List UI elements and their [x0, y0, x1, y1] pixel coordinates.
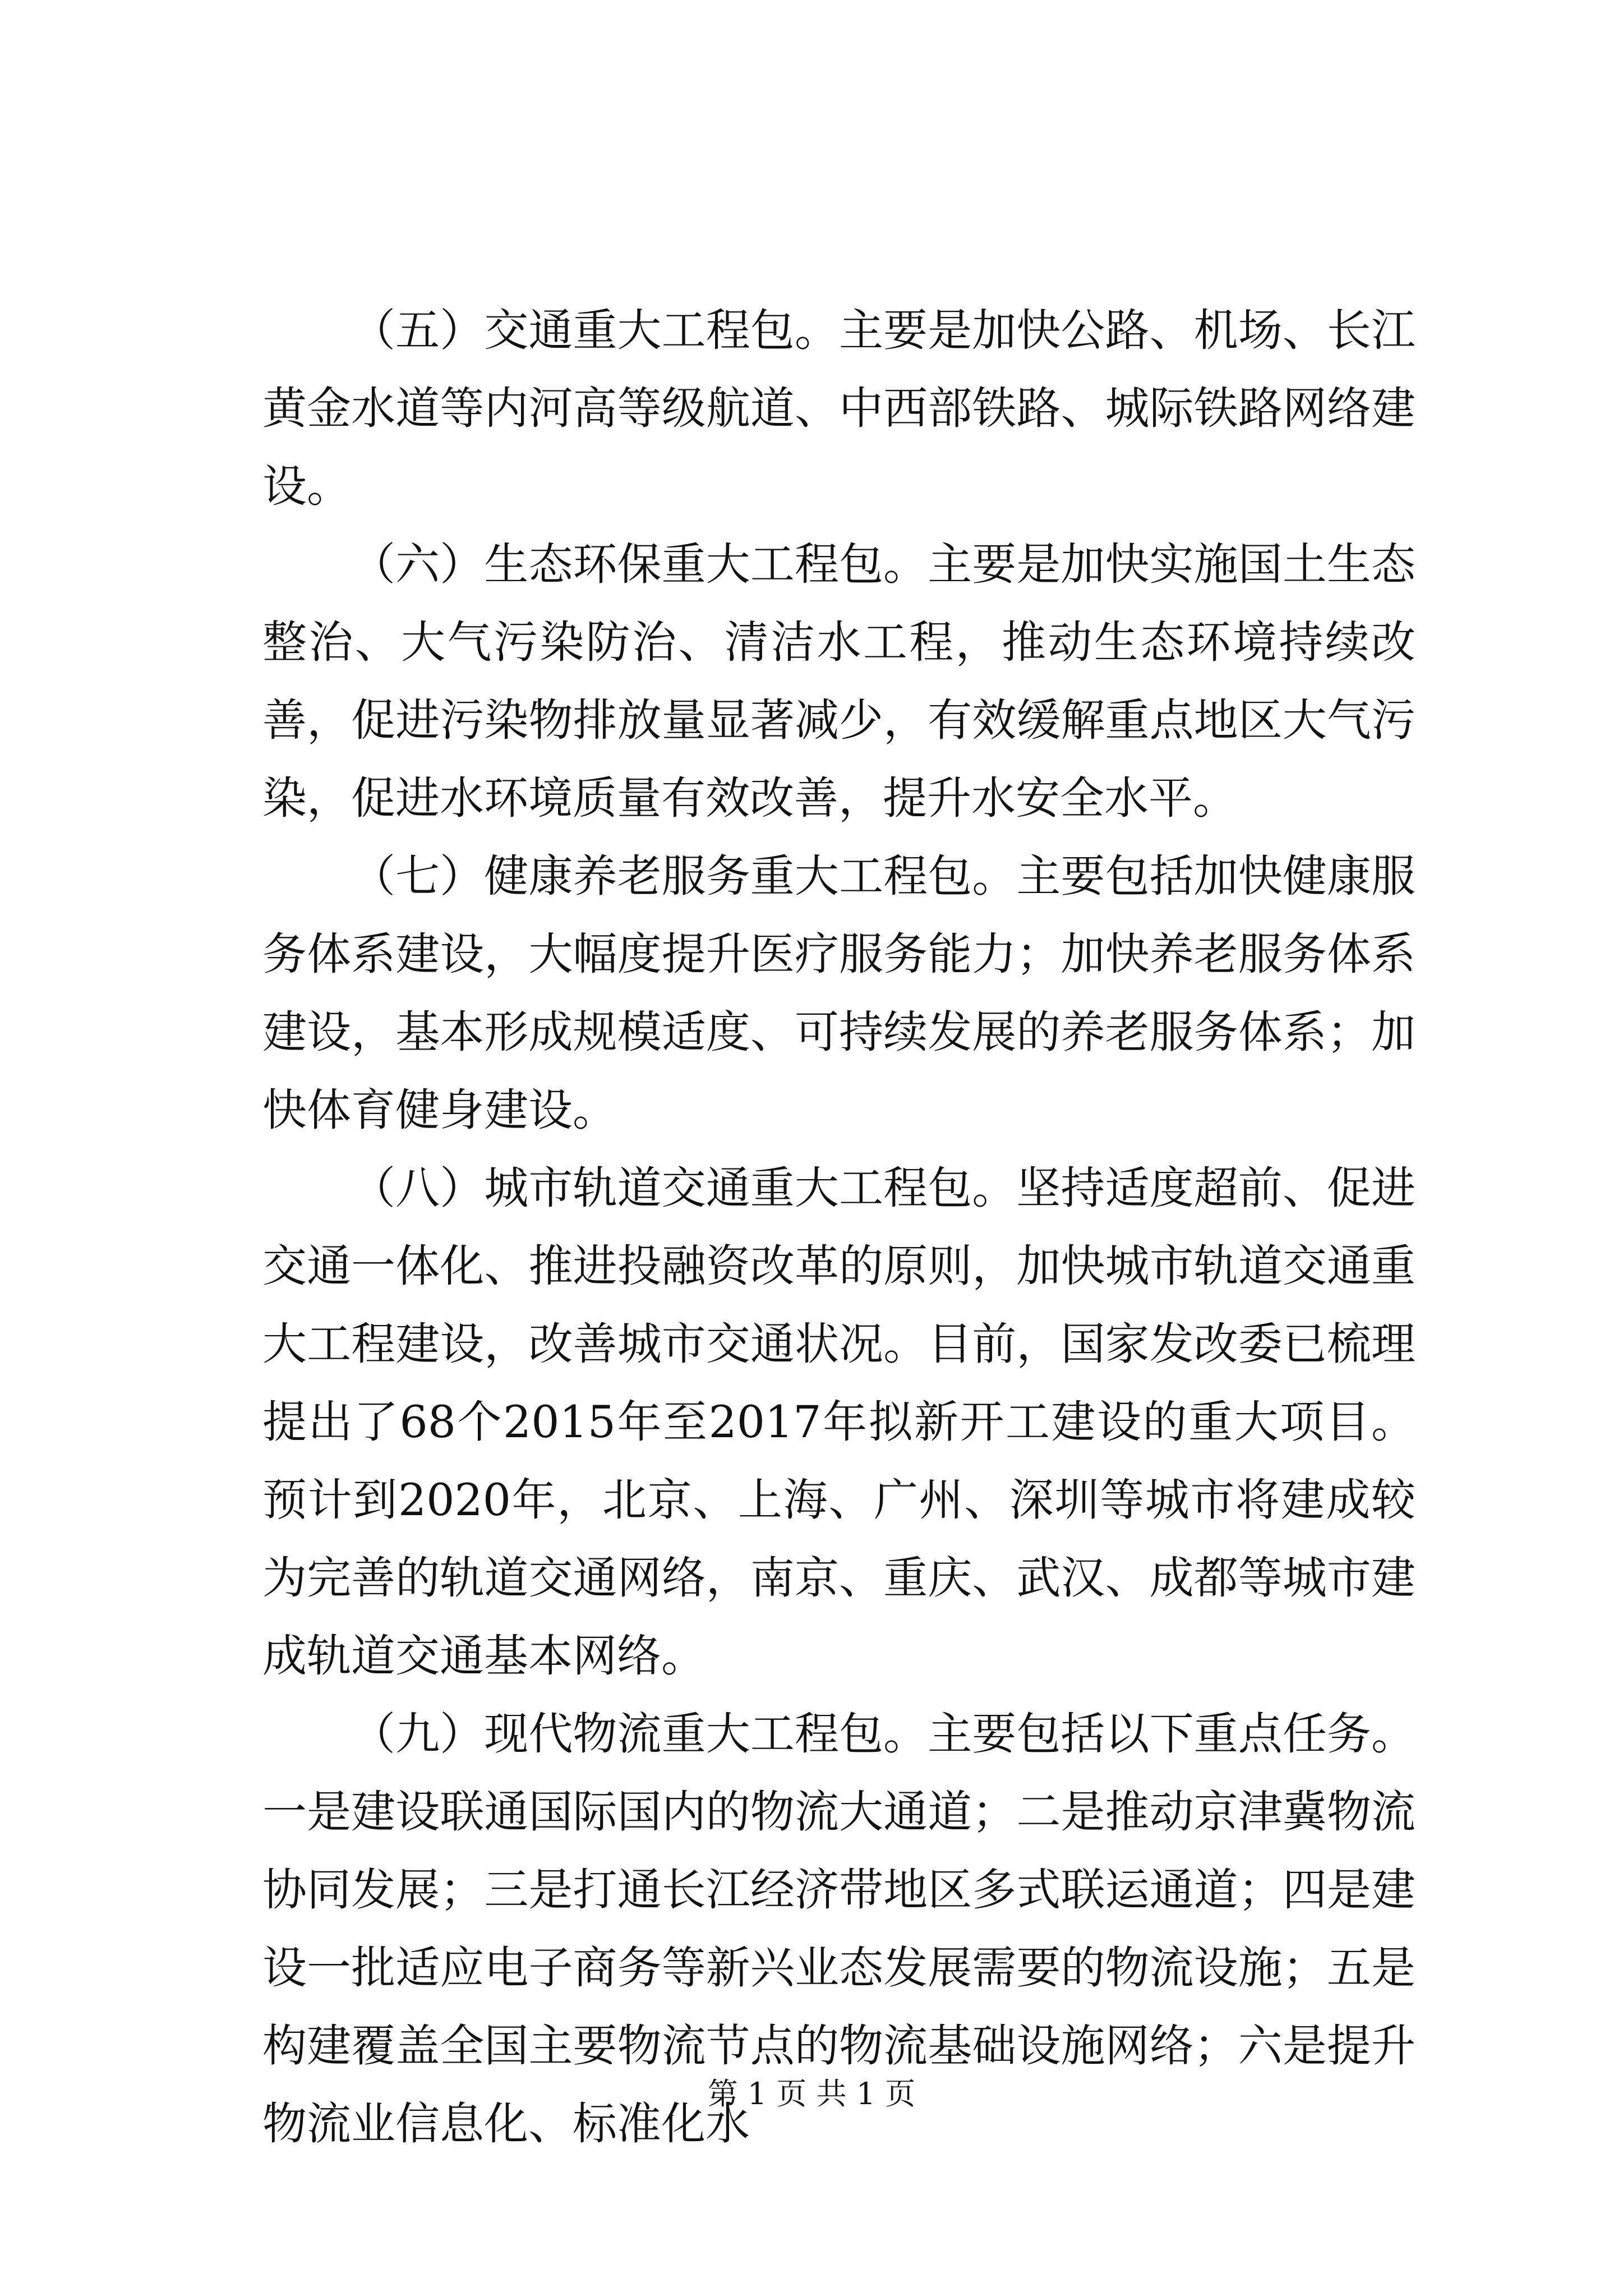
paragraph-ecology: （六）生态环保重大工程包。主要是加快实施国土生态整治、大气污染防治、清洁水工程，推动生态环境持续改善，促进污染物排放量显著减少，有效缓解重点地区大气污染，促进水环境质量有效改善，提升水安全水平。 [262, 539, 1415, 824]
document-body [262, 292, 1415, 2163]
paragraph-urban-rail: （八）城市轨道交通重大工程包。坚持适度超前、促进交通一体化、推进投融资改革的原则，加快城市轨道交通重大工程建设，改善城市交通状况。目前，国家发改委已梳理提出了68个2015年至2017年拟新开工建设的重大项目。预计到2020年，北京、上海、广州、深圳等城市将建成较为完善的轨道交通网络，南京、重庆、武汉、成都等城市建成轨道交通基本网络。 [262, 1162, 1415, 1682]
page-footer: 第 1 页 共 1 页 [707, 2076, 916, 2111]
paragraph-logistics: （九）现代物流重大工程包。主要包括以下重点任务。一是建设联通国际国内的物流大通道；二是推动京津冀物流协同发展；三是打通长江经济带地区多式联运通道；四是建设一批适应电子商务等新兴业态发展需要的物流设施；五是构建覆盖全国主要物流节点的物流基础设施网络；六是提升物流业信息化、标准化水 [262, 1708, 1415, 2150]
paragraph-transport: （五）交通重大工程包。主要是加快公路、机场、长江黄金水道等内河高等级航道、中西部铁路、城际铁路网络建设。 [262, 305, 1415, 512]
paragraph-health-elderly-care: （七）健康养老服务重大工程包。主要包括加快健康服务体系建设，大幅度提升医疗服务能力；加快养老服务体系建设，基本形成规模适度、可持续发展的养老服务体系；加快体育健身建设。 [262, 850, 1415, 1136]
